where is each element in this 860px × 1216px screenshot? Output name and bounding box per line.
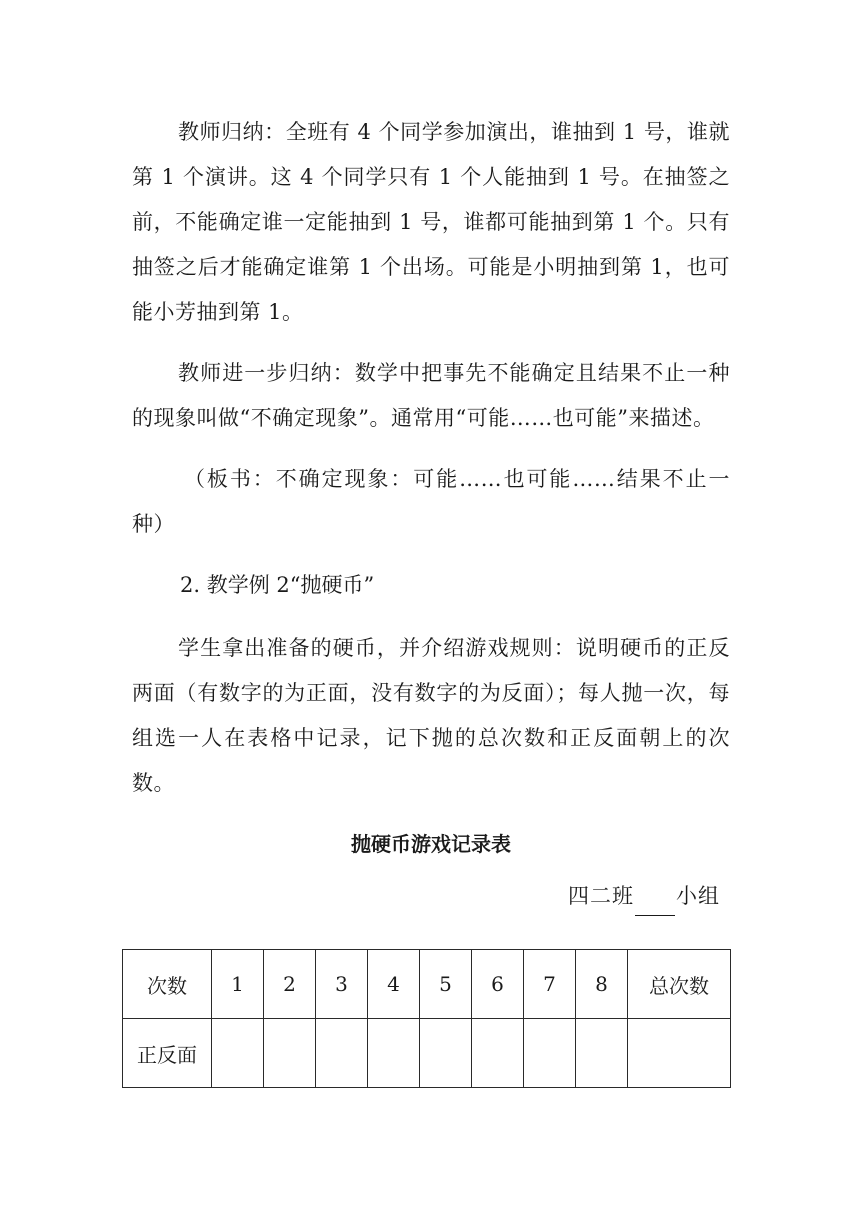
empty-cell-4 bbox=[368, 1019, 420, 1088]
group-blank-line bbox=[635, 889, 675, 916]
empty-cell-8 bbox=[576, 1019, 628, 1088]
class-name: 四二班 bbox=[568, 884, 634, 908]
header-cell-5: 5 bbox=[420, 950, 472, 1019]
header-cell-3: 3 bbox=[316, 950, 368, 1019]
group-suffix: 小组 bbox=[676, 884, 720, 908]
class-group-label bbox=[132, 876, 730, 916]
paragraph-teacher-further-summary: 教师进一步归纳：数学中把事先不能确定且结果不止一种的现象叫做“不确定现象”。通常用“可能……也可能”来描述。 bbox=[132, 361, 730, 430]
empty-cell-7 bbox=[524, 1019, 576, 1088]
header-cell-7: 7 bbox=[524, 950, 576, 1019]
empty-cell-5 bbox=[420, 1019, 472, 1088]
paragraph-blackboard-note: （板书：不确定现象：可能……也可能……结果不止一种） bbox=[132, 467, 730, 536]
empty-cell-1 bbox=[212, 1019, 264, 1088]
paragraph-game-rules: 学生拿出准备的硬币，并介绍游戏规则：说明硬币的正反两面（有数字的为正面，没有数字的为反面）；每人抛一次，每组选一人在表格中记录，记下抛的总次数和正反面朝上的次数。 bbox=[132, 636, 730, 795]
section-heading-example-2: 2. 教学例 2“抛硬币” bbox=[180, 573, 375, 597]
header-cell-1: 1 bbox=[212, 950, 264, 1019]
row-header-faces: 正反面 bbox=[123, 1019, 212, 1088]
header-cell-6: 6 bbox=[472, 950, 524, 1019]
empty-cell-3 bbox=[316, 1019, 368, 1088]
header-cell-8: 8 bbox=[576, 950, 628, 1019]
header-cell-count: 次数 bbox=[123, 950, 212, 1019]
paragraph-teacher-summary: 教师归纳：全班有 4 个同学参加演出，谁抽到 1 号，谁就第 1 个演讲。这 4 个同学只有 1 个人能抽到 1 号。在抽签之前，不能确定谁一定能抽到 1 号，谁都可能抽到第 1 个。只有抽签之后才能确定谁第 1 个出场。可能是小明抽到第 1，也可能小芳抽到第 1。 bbox=[132, 120, 730, 324]
table-row-counts bbox=[123, 950, 731, 1019]
table-title: 抛硬币游戏记录表 bbox=[351, 832, 511, 856]
header-cell-total: 总次数 bbox=[628, 950, 731, 1019]
empty-cell-2 bbox=[264, 1019, 316, 1088]
document-body bbox=[132, 110, 730, 924]
empty-cell-total bbox=[628, 1019, 731, 1088]
empty-cell-6 bbox=[472, 1019, 524, 1088]
table-row-faces bbox=[123, 1019, 731, 1088]
header-cell-4: 4 bbox=[368, 950, 420, 1019]
coin-toss-record-table bbox=[122, 949, 731, 1088]
header-cell-2: 2 bbox=[264, 950, 316, 1019]
